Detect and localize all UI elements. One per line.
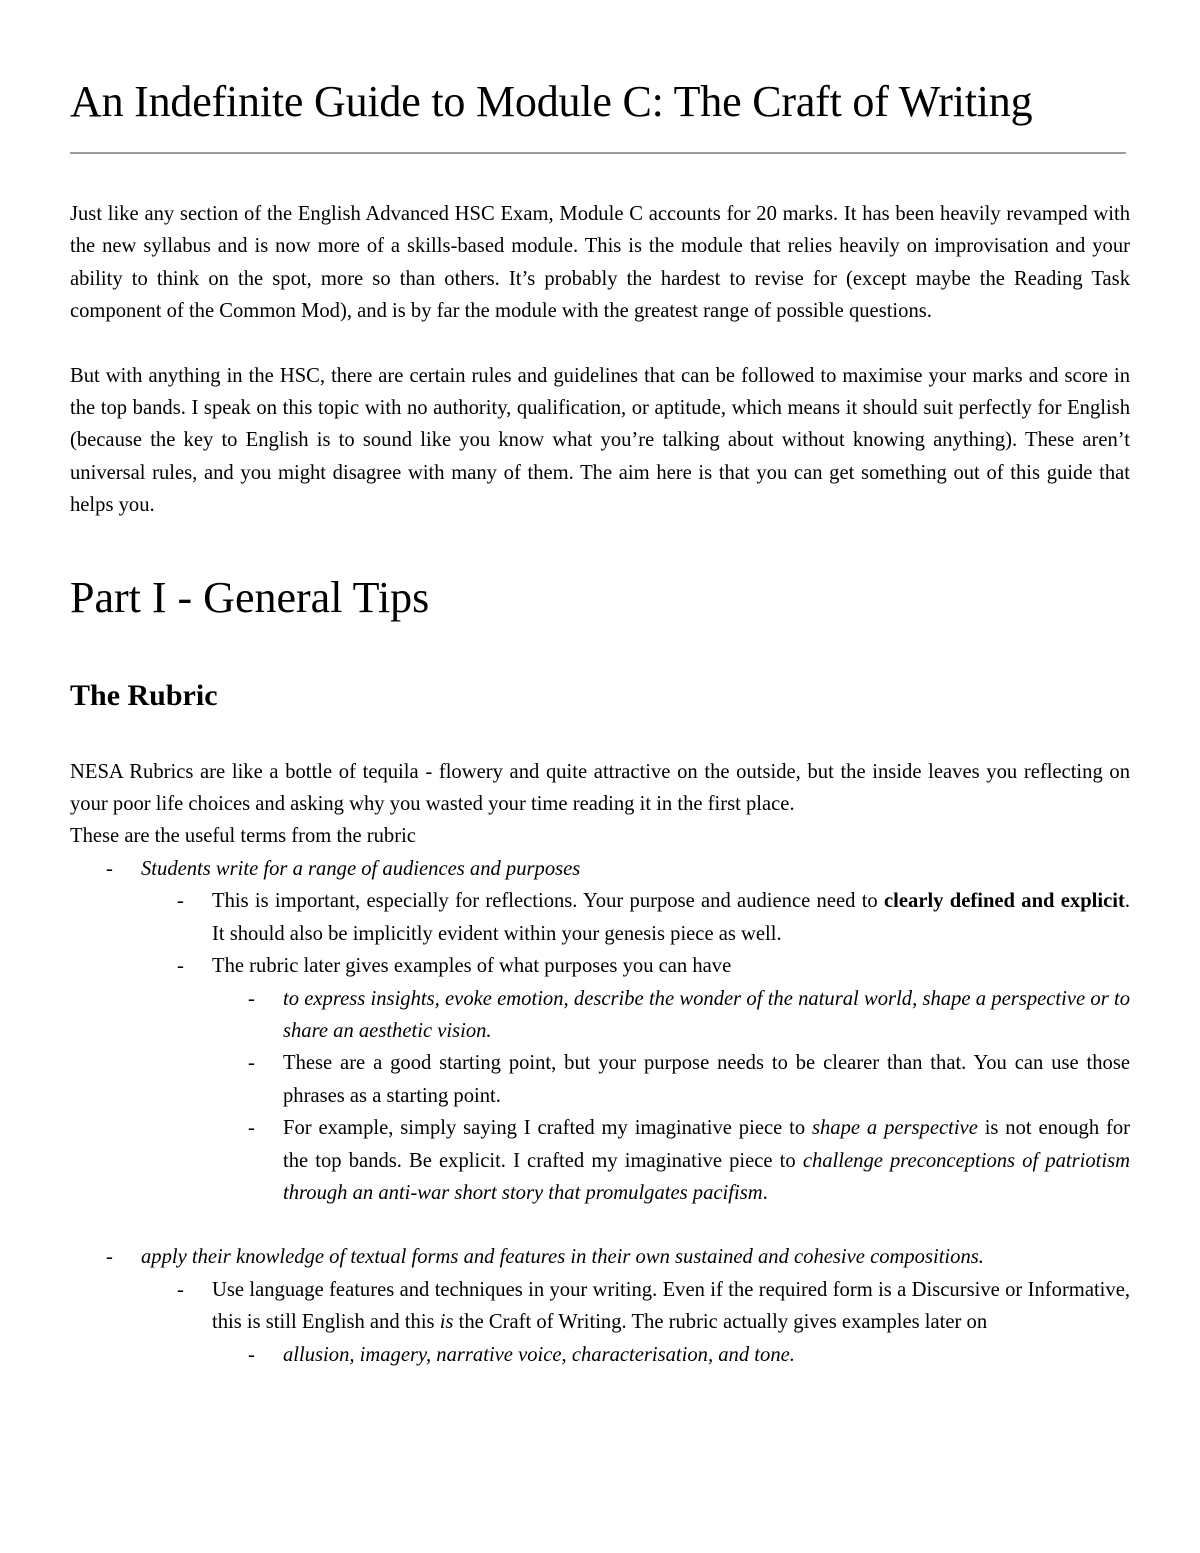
intro-paragraph-2: But with anything in the HSC, there are certain rules and guidelines that can be followed to maximise your marks and score in the top bands. I speak on this topic with no authority, qualification, or aptitude, which means it should suit perfectly for English (because the key to English is to sound like you know what you’re talking about without knowing anything). These aren’t universal rules, and you might disagree with many of them. The aim here is that you can get something out of this guide that helps you. (70, 364, 1130, 517)
bullet-dash: - (248, 1117, 255, 1140)
rubric-list (70, 853, 1130, 1209)
rubric-intro-paragraph: NESA Rubrics are like a bottle of tequila - flowery and quite attractive on the outside, but the inside leaves you reflecting on your poor life choices and asking why you wasted your time reading it in the first place. (70, 760, 1130, 816)
spacer (70, 1209, 1130, 1241)
bullet-dash: - (177, 890, 184, 913)
rubric-term: Students write for a range of audiences and purposes (141, 857, 581, 880)
list-text: The rubric later gives examples of what purposes you can have (212, 955, 732, 978)
list-text: This is important, especially for reflections. Your purpose and audience need to (212, 890, 885, 913)
list-item (141, 1274, 1130, 1371)
list-text: . It should also be implicitly evident within your genesis piece as well. (212, 890, 1130, 945)
list-item (141, 950, 1130, 1209)
bullet-dash: - (177, 955, 184, 978)
sub-sub-list (212, 1339, 1130, 1371)
list-item (70, 853, 1130, 1209)
list-text: These are a good starting point, but your purpose needs to be clearer than that. You can use those phrases as a starting point. (283, 1052, 1130, 1107)
bullet-dash: - (106, 857, 113, 880)
list-text: the Craft of Writing. The rubric actually gives examples later on (453, 1311, 988, 1334)
title-divider (70, 152, 1126, 154)
list-item (212, 1339, 1130, 1371)
list-item (141, 885, 1130, 950)
bullet-dash: - (106, 1246, 113, 1269)
rubric-list-continued (70, 1241, 1130, 1371)
part-heading: Part I - General Tips (70, 572, 430, 622)
italic-phrase: challenge preconceptions of patriotism through an anti-war short story that promulgates pacifism (283, 1149, 1130, 1204)
rubric-term: apply their knowledge of textual forms and features in their own sustained and cohesive compositions. (141, 1246, 984, 1269)
bullet-dash: - (248, 1343, 255, 1366)
sub-list (141, 1274, 1130, 1371)
italic-phrase: is (439, 1311, 454, 1334)
list-item (212, 1047, 1130, 1112)
quoted-purposes: to express insights, evoke emotion, describe the wonder of the natural world, shape a perspective or to share an aesthetic vision. (283, 987, 1130, 1042)
list-text: is not enough for the top bands. Be explicit. I crafted my imaginative piece to (283, 1117, 1130, 1172)
bullet-dash: - (177, 1278, 184, 1301)
sub-sub-list (212, 983, 1130, 1210)
italic-phrase: shape a perspective (812, 1117, 978, 1140)
list-text: Use language features and techniques in your writing. Even if the required form is a Discursive or Informative, this is still English and this (212, 1278, 1130, 1334)
emphasis-text: clearly defined and explicit (884, 890, 1125, 913)
list-text: . (762, 1181, 768, 1204)
list-item (212, 1112, 1130, 1209)
list-text: For example, simply saying I crafted my imaginative piece to (283, 1117, 812, 1140)
quoted-features: allusion, imagery, narrative voice, characterisation, and tone. (283, 1343, 795, 1366)
list-item (70, 1241, 1130, 1371)
intro-paragraph-1: Just like any section of the English Advanced HSC Exam, Module C accounts for 20 marks. It has been heavily revamped with the new syllabus and is now more of a skills-based module. This is the module that relies heavily on improvisation and your ability to think on the spot, more so than others. It’s probably the hardest to revise for (except maybe the Reading Task component of the Common Mod), and is by far the module with the greatest range of possible questions. (70, 203, 1130, 323)
rubric-lead-line: These are the useful terms from the rubric (70, 825, 416, 848)
sub-list (141, 885, 1130, 1209)
document-title: An Indefinite Guide to Module C: The Craft of Writing (70, 77, 1033, 126)
bullet-dash: - (248, 1052, 255, 1075)
section-heading-rubric: The Rubric (70, 678, 218, 712)
bullet-dash: - (248, 987, 255, 1010)
list-item (212, 983, 1130, 1048)
